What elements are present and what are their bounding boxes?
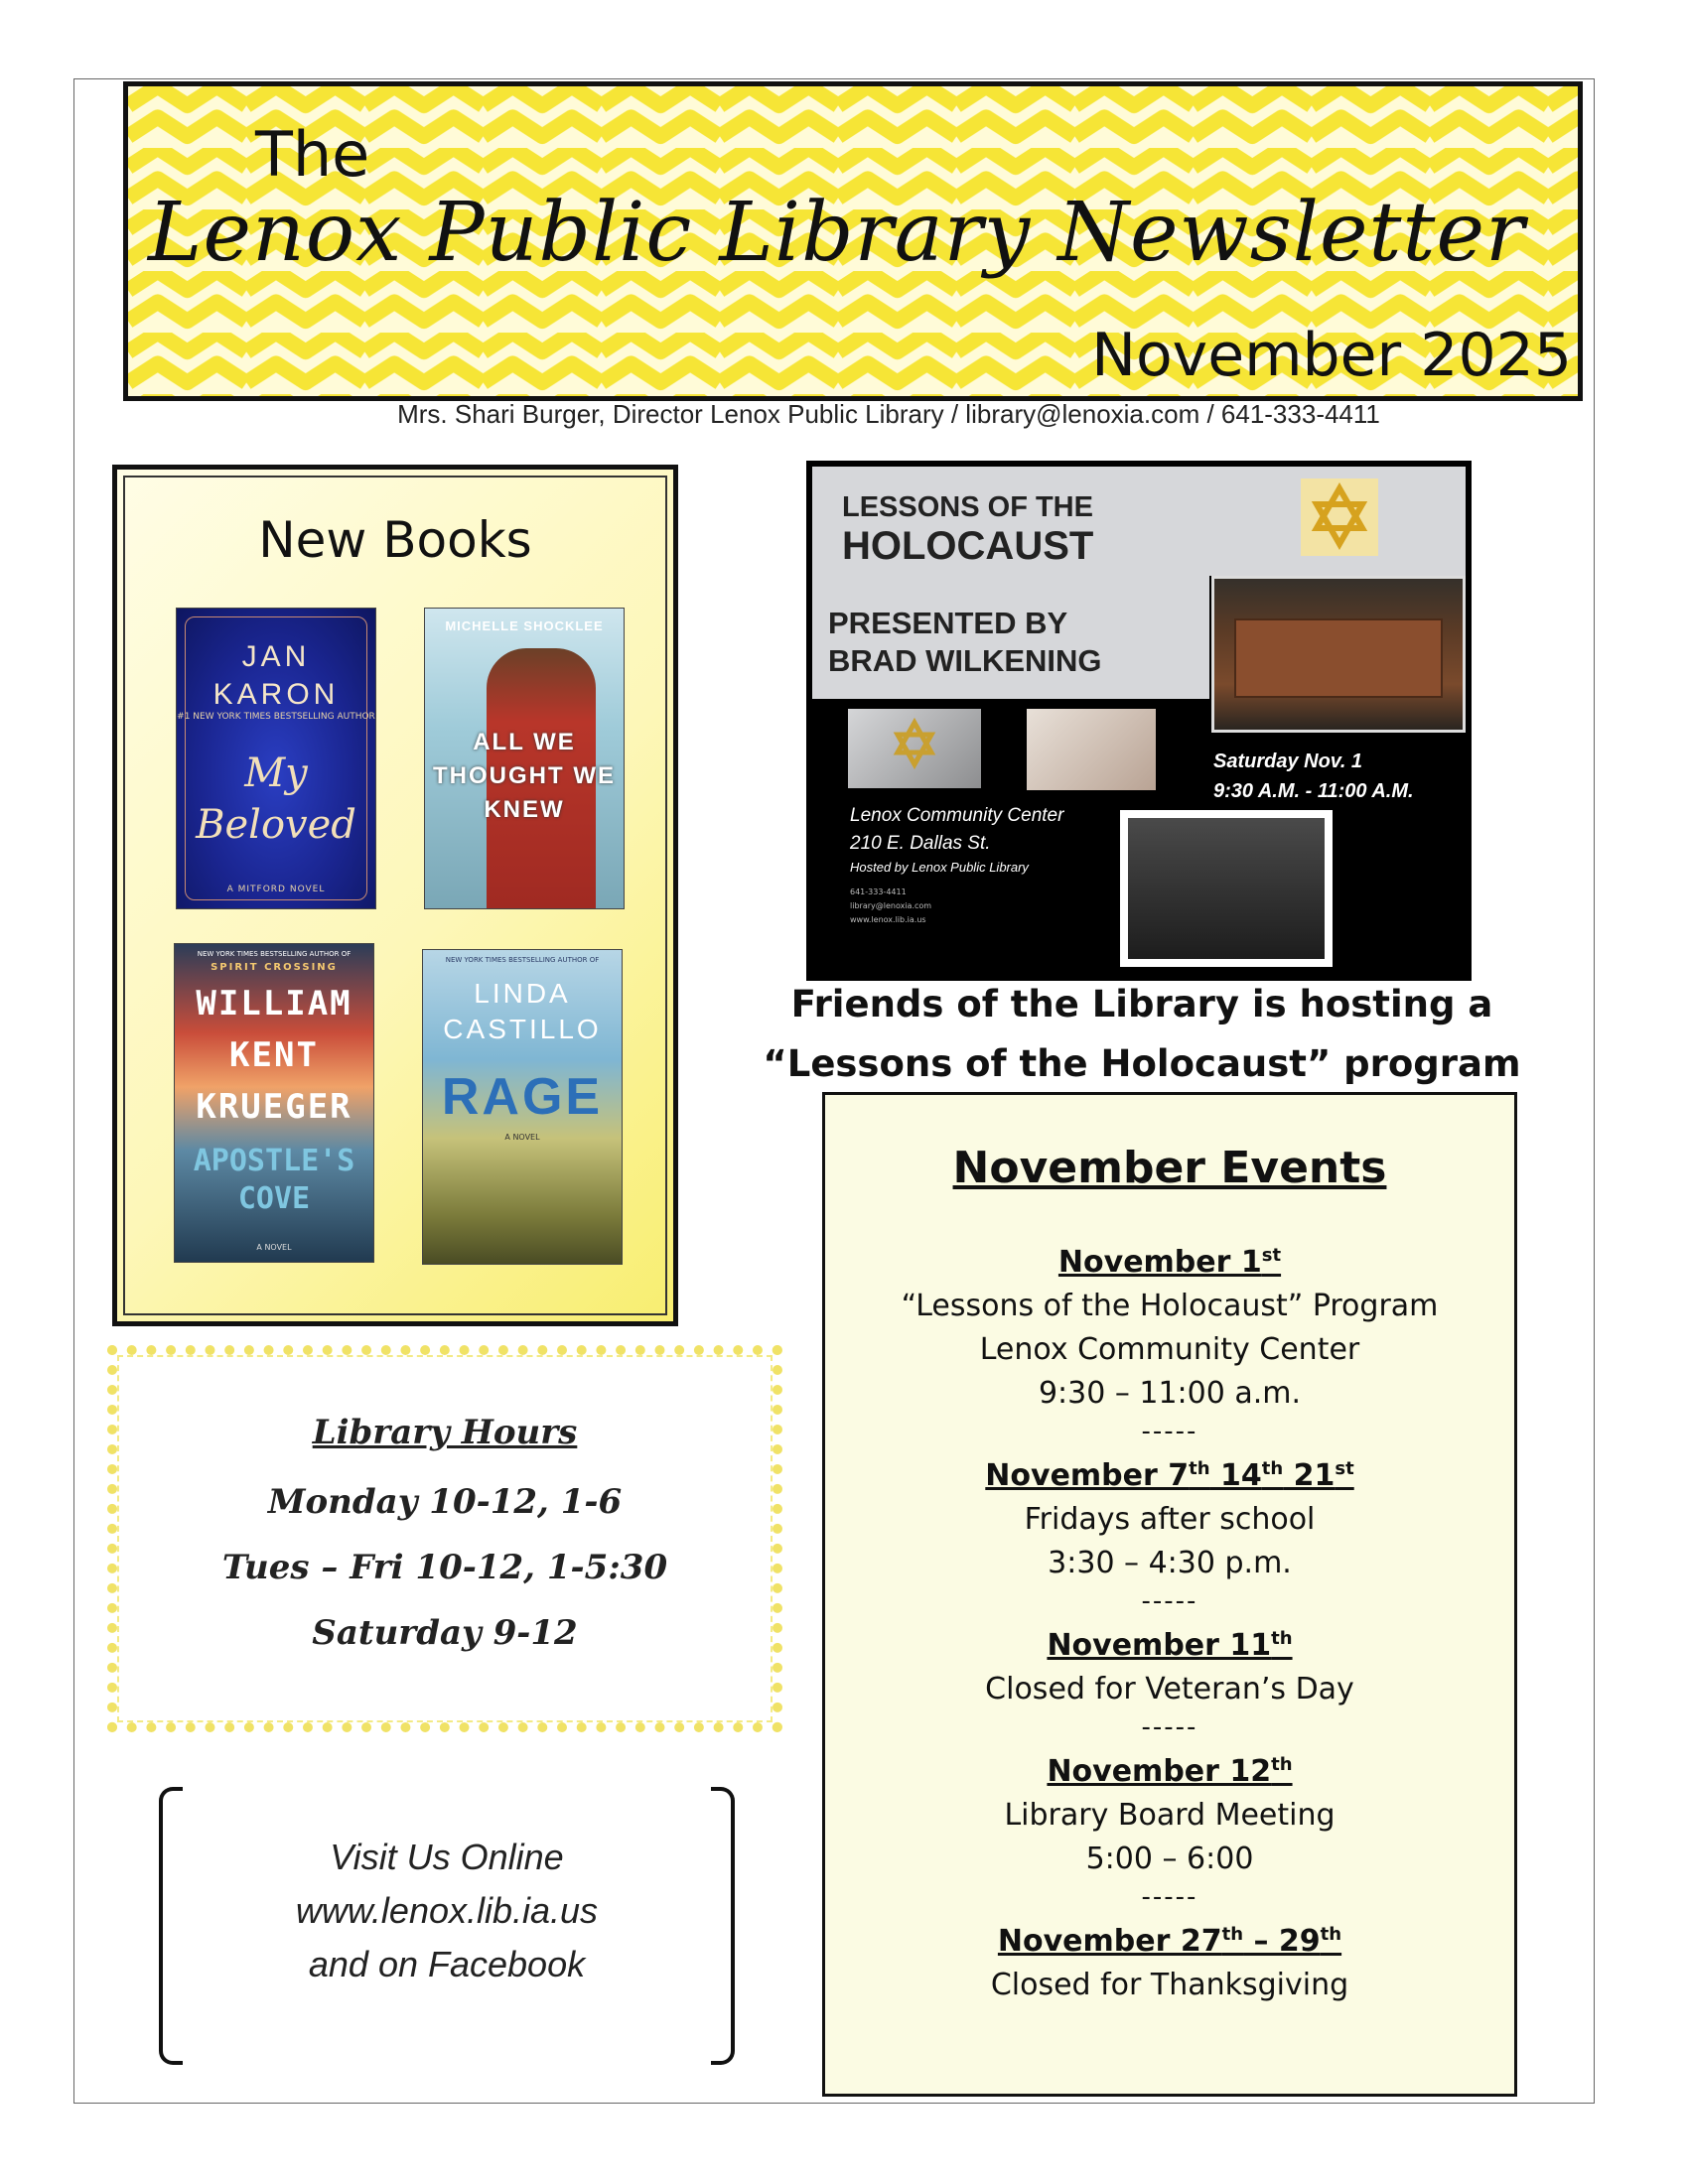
new-books-title: New Books	[258, 511, 532, 569]
book-subtitle: A MITFORD NOVEL	[226, 885, 326, 894]
hours-line: Saturday 9-12	[312, 1613, 578, 1653]
event-separator: -----	[1141, 1586, 1198, 1616]
book-author: MICHELLE SHOCKLEE	[445, 618, 604, 633]
event-date: November 11th	[1047, 1628, 1293, 1663]
book-title: APOSTLE'S COVE	[193, 1144, 355, 1216]
book-author: LINDA CASTILLO	[443, 978, 602, 1044]
event-date: November 1st	[1057, 1245, 1282, 1280]
masthead-the: The	[255, 118, 370, 191]
event-detail: 3:30 – 4:30 p.m.	[1048, 1546, 1292, 1580]
book-pretitle-2: SPIRIT CROSSING	[211, 962, 338, 973]
event-separator: -----	[1141, 1882, 1198, 1912]
issue-month: November 2025	[1091, 321, 1572, 390]
book-cover-apostles-cove	[175, 944, 373, 1262]
friends-line-1: Friends of the Library is hosting a	[790, 983, 1493, 1025]
events-list	[825, 1234, 1514, 2007]
flyer-contact-block	[850, 886, 931, 927]
flyer-phone: 641-333-4411	[850, 887, 907, 896]
train-car-photo	[1211, 576, 1466, 733]
flyer-time: 9:30 A.M. - 11:00 A.M.	[1213, 780, 1414, 802]
flyer-title-line-2: HOLOCAUST	[842, 524, 1094, 568]
event-date: November 12th	[1047, 1754, 1293, 1789]
event-detail: Lenox Community Center	[979, 1332, 1360, 1367]
events-title: November Events	[952, 1143, 1387, 1193]
holocaust-flyer	[806, 461, 1472, 981]
book-subtitle: A NOVEL	[256, 1243, 292, 1252]
star-of-david-icon	[1301, 478, 1378, 556]
new-books-box	[112, 465, 678, 1326]
flyer-title-line-1: LESSONS OF THE	[842, 491, 1093, 523]
friends-announcement	[745, 975, 1539, 1094]
flyer-presenter: BRAD WILKENING	[828, 643, 1102, 678]
book-pretitle: NEW YORK TIMES BESTSELLING AUTHOR OF	[445, 956, 600, 964]
arm-tattoo-photo	[1027, 709, 1156, 790]
event-detail: Library Board Meeting	[1004, 1798, 1336, 1833]
masthead	[123, 81, 1583, 401]
flyer-website: www.lenox.lib.ia.us	[850, 915, 926, 924]
flyer-host: Hosted by Lenox Public Library	[850, 860, 1029, 875]
children-photo	[1120, 810, 1333, 967]
visit-online-box	[159, 1787, 735, 2065]
book-pretitle: NEW YORK TIMES BESTSELLING AUTHOR OF	[197, 950, 352, 958]
event-separator: -----	[1141, 1712, 1198, 1742]
flyer-date: Saturday Nov. 1	[1213, 751, 1363, 772]
friends-line-2: “Lessons of the Holocaust” program	[763, 1042, 1521, 1085]
book-cover-my-beloved	[177, 609, 375, 908]
flyer-venue: Lenox Community Center	[850, 805, 1064, 826]
flyer-email: library@lenoxia.com	[850, 901, 932, 910]
flyer-date-block	[1213, 747, 1414, 806]
book-author: JAN KARON	[212, 640, 340, 711]
event-detail: Closed for Veteran’s Day	[985, 1672, 1354, 1706]
book-author: WILLIAM KENT KRUEGER	[196, 984, 352, 1127]
book-title: My Beloved	[196, 751, 356, 848]
hours-title: Library Hours	[312, 1413, 578, 1452]
website-link[interactable]: www.lenox.lib.ia.us	[295, 1890, 599, 1931]
book-tagline: #1 NEW YORK TIMES BESTSELLING AUTHOR	[177, 712, 375, 722]
event-detail: Fridays after school	[1024, 1502, 1316, 1537]
star-badge-photo	[848, 709, 981, 788]
event-detail: 5:00 – 6:00	[1085, 1842, 1254, 1876]
flyer-location-block	[850, 802, 1063, 858]
event-detail: “Lessons of the Holocaust” Program	[901, 1289, 1439, 1323]
hours-line: Tues – Fri 10-12, 1-5:30	[221, 1548, 668, 1587]
event-date: November 27th – 29th	[997, 1924, 1342, 1959]
book-cover-all-we-thought-we-knew	[425, 609, 624, 908]
newsletter-title: Lenox Public Library Newsletter	[148, 186, 1526, 280]
event-detail: Closed for Thanksgiving	[990, 1968, 1349, 2002]
november-events-box	[822, 1092, 1517, 2097]
visit-line: Visit Us Online	[330, 1837, 564, 1877]
book-title: ALL WE THOUGHT WE KNEW	[433, 729, 616, 823]
book-title: RAGE	[441, 1068, 604, 1126]
book-subtitle: A NOVEL	[504, 1133, 540, 1142]
event-date: November 7th 14th 21st	[985, 1458, 1354, 1493]
event-detail: 9:30 – 11:00 a.m.	[1038, 1376, 1302, 1411]
flyer-presented-by: PRESENTED BY	[828, 606, 1068, 640]
contact-line: Mrs. Shari Burger, Director Lenox Public Library / library@lenoxia.com / 641-333-4411	[397, 399, 1380, 429]
flyer-address: 210 E. Dallas St.	[850, 833, 991, 854]
book-cover-rage	[423, 950, 622, 1264]
visit-line: and on Facebook	[308, 1944, 586, 1984]
hours-line: Monday 10-12, 1-6	[267, 1482, 623, 1522]
event-separator: -----	[1141, 1417, 1198, 1446]
library-hours-box	[107, 1345, 782, 1732]
